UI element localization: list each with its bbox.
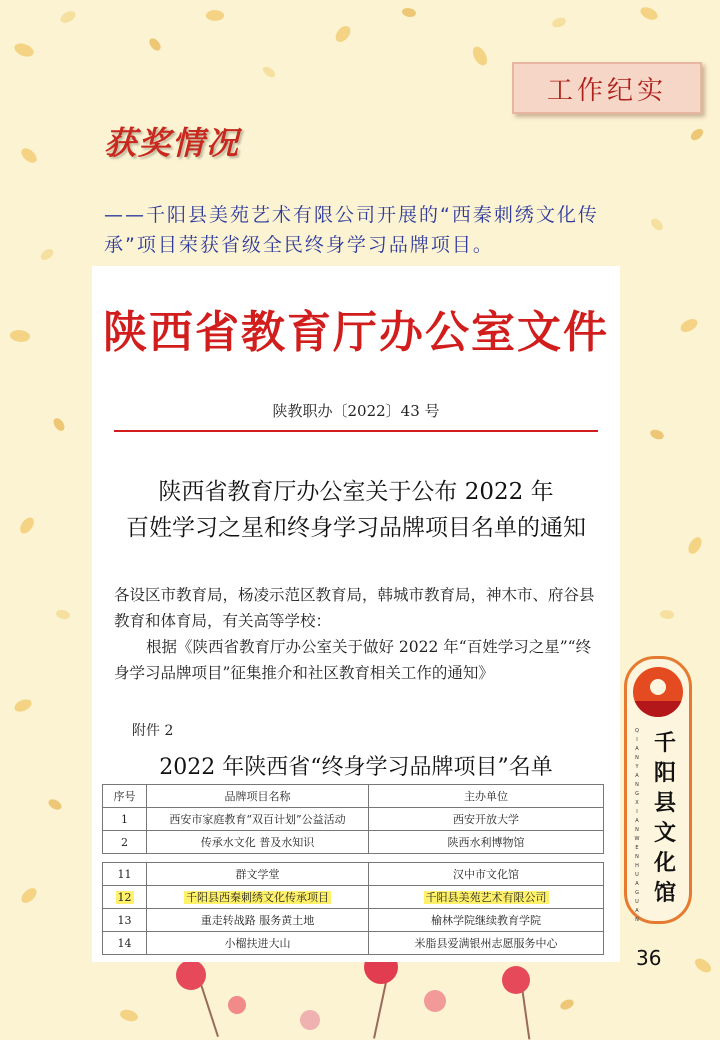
section-title: 获奖情况 (104, 124, 241, 162)
row-number: 11 (103, 863, 147, 886)
project-name: 千阳县西秦刺绣文化传承项目 (147, 886, 369, 909)
badge-pinyin-char: G (635, 890, 639, 896)
badge-pinyin-char: Q (635, 728, 639, 734)
badge-name-char: 县 (653, 791, 676, 816)
badge-pinyin-char: N (635, 755, 639, 761)
badge-pinyin-char: A (635, 908, 639, 914)
table-row (103, 831, 604, 854)
table-row (103, 863, 604, 886)
badge-pinyin-char: A (635, 881, 639, 887)
page-number: 36 (636, 946, 662, 970)
annex-label: 附件 2 (132, 723, 174, 739)
project-name: 传承水文化 普及水知识 (147, 831, 369, 854)
document-body-line2: 根据《陕西省教育厅办公室关于做好 2022 年“百姓学习之星”“终身学习品牌项目”征集推介和社区教育相关工作的通知》 (114, 638, 592, 682)
badge-pinyin-char: I (636, 809, 638, 815)
cultural-center-logo-icon (633, 667, 683, 717)
document-image (92, 266, 620, 706)
badge-pinyin-char: G (635, 791, 639, 797)
document-body (114, 582, 604, 686)
document-body-line1: 各设区市教育局，杨凌示范区教育局，韩城市教育局，神木市、府谷县教育和体育局，有关高等学校： (114, 586, 595, 630)
column-header: 品牌项目名称 (147, 785, 369, 808)
badge-pinyin-char: A (635, 818, 639, 824)
project-name: 群文学堂 (147, 863, 369, 886)
organizer: 米脂县爱满银州志愿服务中心 (369, 932, 604, 955)
organizer: 榆林学院继续教育学院 (369, 909, 604, 932)
organizer: 西安开放大学 (369, 808, 604, 831)
badge-pinyin-char: N (635, 917, 639, 923)
badge-name-char: 阳 (653, 761, 676, 786)
section-tag (512, 62, 702, 114)
table-header-row (103, 785, 604, 808)
badge-name (647, 729, 683, 909)
document-number: 陕教职办〔2022〕43 号 (272, 402, 440, 420)
row-number: 2 (103, 831, 147, 854)
project-name: 西安市家庭教育“双百计划”公益活动 (147, 808, 369, 831)
project-table (102, 784, 604, 955)
annex-title: 2022 年陕西省“终身学习品牌项目”名单 (159, 755, 553, 780)
table-row (103, 909, 604, 932)
badge-pinyin-char: A (635, 773, 639, 779)
document-title (92, 474, 620, 546)
badge-pinyin-char: W (634, 836, 640, 842)
column-header: 主办单位 (369, 785, 604, 808)
badge-pinyin-char: U (635, 872, 639, 878)
organizer: 陕西水利博物馆 (369, 831, 604, 854)
badge-name-char: 化 (653, 851, 676, 876)
badge-name-char: 文 (653, 821, 676, 846)
column-header: 序号 (103, 785, 147, 808)
document-divider (114, 430, 598, 432)
badge-pinyin-char: X (635, 800, 639, 806)
badge-name-char: 千 (653, 731, 676, 756)
badge-pinyin-char: Y (635, 764, 639, 770)
table-gap (103, 854, 604, 863)
document-heading: 陕西省教育厅办公室文件 (103, 307, 609, 358)
row-number: 13 (103, 909, 147, 932)
row-number: 1 (103, 808, 147, 831)
row-number: 14 (103, 932, 147, 955)
project-name: 小榴扶进大山 (147, 932, 369, 955)
section-subtitle: ——千阳县美苑艺术有限公司开展的“西秦刺绣文化传承”项目荣获省级全民终身学习品牌项目。 (104, 204, 599, 256)
organizer: 汉中市文化馆 (369, 863, 604, 886)
badge-pinyin-char: N (635, 782, 639, 788)
badge-pinyin (631, 727, 643, 925)
section-tag-label: 工作纪实 (546, 75, 667, 106)
badge-pinyin-char: U (635, 899, 639, 905)
badge-pinyin-char: H (635, 863, 639, 869)
project-name: 重走转战路 服务黄土地 (147, 909, 369, 932)
table-row-highlighted (103, 886, 604, 909)
badge-name-char: 馆 (653, 881, 676, 906)
document-title-line2: 百姓学习之星和终身学习品牌项目名单的通知 (126, 515, 586, 541)
badge-pinyin-char: A (635, 746, 639, 752)
table-row (103, 932, 604, 955)
badge-pinyin-char: I (636, 737, 638, 743)
cultural-center-badge (624, 656, 692, 924)
badge-pinyin-char: N (635, 854, 639, 860)
badge-pinyin-char: N (635, 827, 639, 833)
table-row (103, 808, 604, 831)
document-title-line1: 陕西省教育厅办公室关于公布 2022 年 (158, 479, 554, 505)
row-number: 12 (103, 886, 147, 909)
annex-image (92, 706, 620, 962)
organizer: 千阳县美苑艺术有限公司 (369, 886, 604, 909)
badge-pinyin-char: E (635, 845, 639, 851)
